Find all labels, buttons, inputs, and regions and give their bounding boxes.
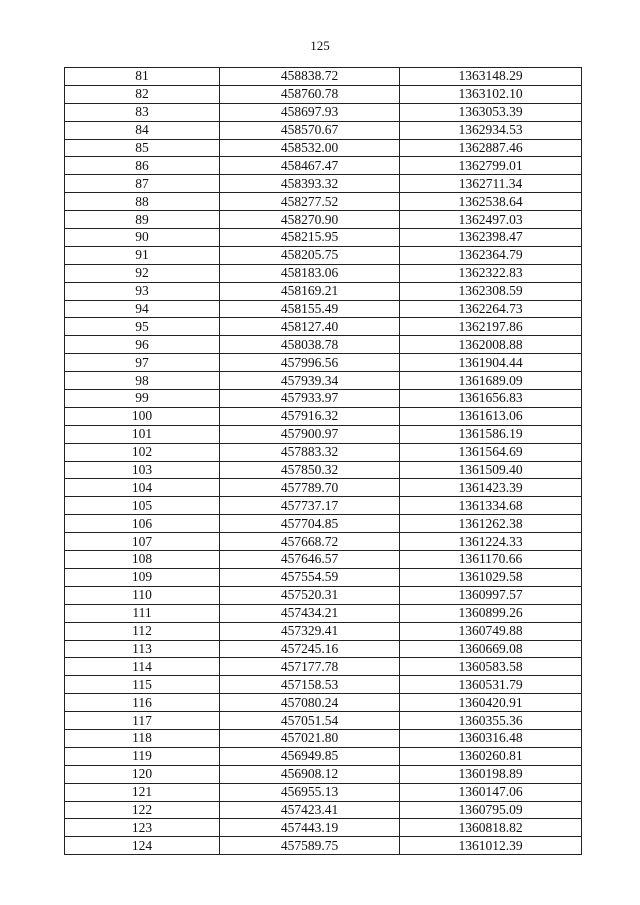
y-coordinate-cell: 1363053.39	[400, 103, 582, 121]
x-coordinate-cell: 457021.80	[220, 729, 400, 747]
x-coordinate-cell: 457245.16	[220, 640, 400, 658]
point-number-cell: 120	[65, 765, 220, 783]
x-coordinate-cell: 457443.19	[220, 819, 400, 837]
point-number-cell: 123	[65, 819, 220, 837]
x-coordinate-cell: 458038.78	[220, 336, 400, 354]
table-row	[65, 622, 582, 640]
point-number-cell: 116	[65, 694, 220, 712]
coordinates-table-body	[65, 68, 582, 855]
x-coordinate-cell: 457939.34	[220, 372, 400, 390]
x-coordinate-cell: 457933.97	[220, 390, 400, 408]
y-coordinate-cell: 1362398.47	[400, 229, 582, 247]
table-row	[65, 157, 582, 175]
table-row	[65, 229, 582, 247]
table-row	[65, 282, 582, 300]
y-coordinate-cell: 1361689.09	[400, 372, 582, 390]
table-row	[65, 712, 582, 730]
y-coordinate-cell: 1362364.79	[400, 246, 582, 264]
point-number-cell: 118	[65, 729, 220, 747]
point-number-cell: 86	[65, 157, 220, 175]
x-coordinate-cell: 456908.12	[220, 765, 400, 783]
point-number-cell: 124	[65, 837, 220, 855]
table-row	[65, 604, 582, 622]
table-row	[65, 425, 582, 443]
point-number-cell: 85	[65, 139, 220, 157]
table-row	[65, 765, 582, 783]
x-coordinate-cell: 456949.85	[220, 747, 400, 765]
point-number-cell: 101	[65, 425, 220, 443]
table-row	[65, 121, 582, 139]
x-coordinate-cell: 457080.24	[220, 694, 400, 712]
point-number-cell: 115	[65, 676, 220, 694]
y-coordinate-cell: 1362887.46	[400, 139, 582, 157]
x-coordinate-cell: 457916.32	[220, 407, 400, 425]
y-coordinate-cell: 1363148.29	[400, 68, 582, 86]
y-coordinate-cell: 1362934.53	[400, 121, 582, 139]
x-coordinate-cell: 457051.54	[220, 712, 400, 730]
y-coordinate-cell: 1363102.10	[400, 85, 582, 103]
x-coordinate-cell: 458697.93	[220, 103, 400, 121]
y-coordinate-cell: 1362197.86	[400, 318, 582, 336]
x-coordinate-cell: 457704.85	[220, 515, 400, 533]
table-row	[65, 407, 582, 425]
table-row	[65, 443, 582, 461]
point-number-cell: 89	[65, 211, 220, 229]
x-coordinate-cell: 458570.67	[220, 121, 400, 139]
y-coordinate-cell: 1360818.82	[400, 819, 582, 837]
point-number-cell: 97	[65, 354, 220, 372]
table-row	[65, 586, 582, 604]
table-row	[65, 729, 582, 747]
point-number-cell: 93	[65, 282, 220, 300]
y-coordinate-cell: 1362799.01	[400, 157, 582, 175]
y-coordinate-cell: 1362711.34	[400, 175, 582, 193]
point-number-cell: 119	[65, 747, 220, 765]
x-coordinate-cell: 456955.13	[220, 783, 400, 801]
table-row	[65, 819, 582, 837]
y-coordinate-cell: 1362538.64	[400, 193, 582, 211]
y-coordinate-cell: 1360899.26	[400, 604, 582, 622]
y-coordinate-cell: 1360198.89	[400, 765, 582, 783]
point-number-cell: 110	[65, 586, 220, 604]
table-row	[65, 640, 582, 658]
table-row	[65, 354, 582, 372]
point-number-cell: 99	[65, 390, 220, 408]
point-number-cell: 121	[65, 783, 220, 801]
table-row	[65, 372, 582, 390]
y-coordinate-cell: 1361613.06	[400, 407, 582, 425]
x-coordinate-cell: 457423.41	[220, 801, 400, 819]
table-row	[65, 568, 582, 586]
x-coordinate-cell: 457737.17	[220, 497, 400, 515]
x-coordinate-cell: 458270.90	[220, 211, 400, 229]
point-number-cell: 96	[65, 336, 220, 354]
table-row	[65, 783, 582, 801]
x-coordinate-cell: 457158.53	[220, 676, 400, 694]
point-number-cell: 113	[65, 640, 220, 658]
y-coordinate-cell: 1360795.09	[400, 801, 582, 819]
table-row	[65, 103, 582, 121]
x-coordinate-cell: 457520.31	[220, 586, 400, 604]
point-number-cell: 112	[65, 622, 220, 640]
point-number-cell: 103	[65, 461, 220, 479]
y-coordinate-cell: 1360669.08	[400, 640, 582, 658]
y-coordinate-cell: 1361029.58	[400, 568, 582, 586]
point-number-cell: 111	[65, 604, 220, 622]
x-coordinate-cell: 457668.72	[220, 533, 400, 551]
table-row	[65, 694, 582, 712]
table-row	[65, 264, 582, 282]
y-coordinate-cell: 1361564.69	[400, 443, 582, 461]
point-number-cell: 87	[65, 175, 220, 193]
x-coordinate-cell: 457434.21	[220, 604, 400, 622]
table-row	[65, 68, 582, 86]
x-coordinate-cell: 458215.95	[220, 229, 400, 247]
y-coordinate-cell: 1361586.19	[400, 425, 582, 443]
x-coordinate-cell: 458127.40	[220, 318, 400, 336]
x-coordinate-cell: 457900.97	[220, 425, 400, 443]
x-coordinate-cell: 457996.56	[220, 354, 400, 372]
x-coordinate-cell: 458183.06	[220, 264, 400, 282]
x-coordinate-cell: 457554.59	[220, 568, 400, 586]
y-coordinate-cell: 1360420.91	[400, 694, 582, 712]
y-coordinate-cell: 1361509.40	[400, 461, 582, 479]
point-number-cell: 107	[65, 533, 220, 551]
y-coordinate-cell: 1360316.48	[400, 729, 582, 747]
table-row	[65, 497, 582, 515]
table-row	[65, 390, 582, 408]
x-coordinate-cell: 458760.78	[220, 85, 400, 103]
table-row	[65, 515, 582, 533]
point-number-cell: 108	[65, 551, 220, 569]
point-number-cell: 81	[65, 68, 220, 86]
y-coordinate-cell: 1360583.58	[400, 658, 582, 676]
point-number-cell: 94	[65, 300, 220, 318]
x-coordinate-cell: 457850.32	[220, 461, 400, 479]
y-coordinate-cell: 1361262.38	[400, 515, 582, 533]
point-number-cell: 122	[65, 801, 220, 819]
point-number-cell: 104	[65, 479, 220, 497]
point-number-cell: 88	[65, 193, 220, 211]
x-coordinate-cell: 457646.57	[220, 551, 400, 569]
table-row	[65, 533, 582, 551]
point-number-cell: 95	[65, 318, 220, 336]
x-coordinate-cell: 457789.70	[220, 479, 400, 497]
y-coordinate-cell: 1362008.88	[400, 336, 582, 354]
page-number: 125	[310, 38, 330, 53]
point-number-cell: 109	[65, 568, 220, 586]
y-coordinate-cell: 1362308.59	[400, 282, 582, 300]
y-coordinate-cell: 1361656.83	[400, 390, 582, 408]
table-row	[65, 318, 582, 336]
table-row	[65, 211, 582, 229]
x-coordinate-cell: 458205.75	[220, 246, 400, 264]
y-coordinate-cell: 1360997.57	[400, 586, 582, 604]
y-coordinate-cell: 1362264.73	[400, 300, 582, 318]
table-row	[65, 479, 582, 497]
table-row	[65, 175, 582, 193]
point-number-cell: 105	[65, 497, 220, 515]
coordinates-table	[64, 67, 582, 855]
x-coordinate-cell: 458277.52	[220, 193, 400, 211]
table-row	[65, 139, 582, 157]
y-coordinate-cell: 1361334.68	[400, 497, 582, 515]
y-coordinate-cell: 1360531.79	[400, 676, 582, 694]
x-coordinate-cell: 457329.41	[220, 622, 400, 640]
point-number-cell: 106	[65, 515, 220, 533]
table-row	[65, 676, 582, 694]
x-coordinate-cell: 457177.78	[220, 658, 400, 676]
table-row	[65, 300, 582, 318]
table-row	[65, 461, 582, 479]
point-number-cell: 84	[65, 121, 220, 139]
x-coordinate-cell: 457589.75	[220, 837, 400, 855]
y-coordinate-cell: 1361170.66	[400, 551, 582, 569]
table-row	[65, 551, 582, 569]
point-number-cell: 91	[65, 246, 220, 264]
table-row	[65, 193, 582, 211]
y-coordinate-cell: 1361012.39	[400, 837, 582, 855]
x-coordinate-cell: 458155.49	[220, 300, 400, 318]
y-coordinate-cell: 1360355.36	[400, 712, 582, 730]
y-coordinate-cell: 1360147.06	[400, 783, 582, 801]
x-coordinate-cell: 458393.32	[220, 175, 400, 193]
point-number-cell: 92	[65, 264, 220, 282]
point-number-cell: 83	[65, 103, 220, 121]
table-row	[65, 747, 582, 765]
point-number-cell: 98	[65, 372, 220, 390]
point-number-cell: 82	[65, 85, 220, 103]
x-coordinate-cell: 458532.00	[220, 139, 400, 157]
point-number-cell: 102	[65, 443, 220, 461]
table-row	[65, 837, 582, 855]
x-coordinate-cell: 458467.47	[220, 157, 400, 175]
point-number-cell: 114	[65, 658, 220, 676]
x-coordinate-cell: 458169.21	[220, 282, 400, 300]
y-coordinate-cell: 1361224.33	[400, 533, 582, 551]
y-coordinate-cell: 1360260.81	[400, 747, 582, 765]
point-number-cell: 117	[65, 712, 220, 730]
y-coordinate-cell: 1360749.88	[400, 622, 582, 640]
table-row	[65, 336, 582, 354]
y-coordinate-cell: 1362497.03	[400, 211, 582, 229]
table-row	[65, 658, 582, 676]
table-row	[65, 801, 582, 819]
x-coordinate-cell: 458838.72	[220, 68, 400, 86]
table-row	[65, 246, 582, 264]
y-coordinate-cell: 1361423.39	[400, 479, 582, 497]
y-coordinate-cell: 1362322.83	[400, 264, 582, 282]
y-coordinate-cell: 1361904.44	[400, 354, 582, 372]
x-coordinate-cell: 457883.32	[220, 443, 400, 461]
point-number-cell: 100	[65, 407, 220, 425]
point-number-cell: 90	[65, 229, 220, 247]
table-row	[65, 85, 582, 103]
